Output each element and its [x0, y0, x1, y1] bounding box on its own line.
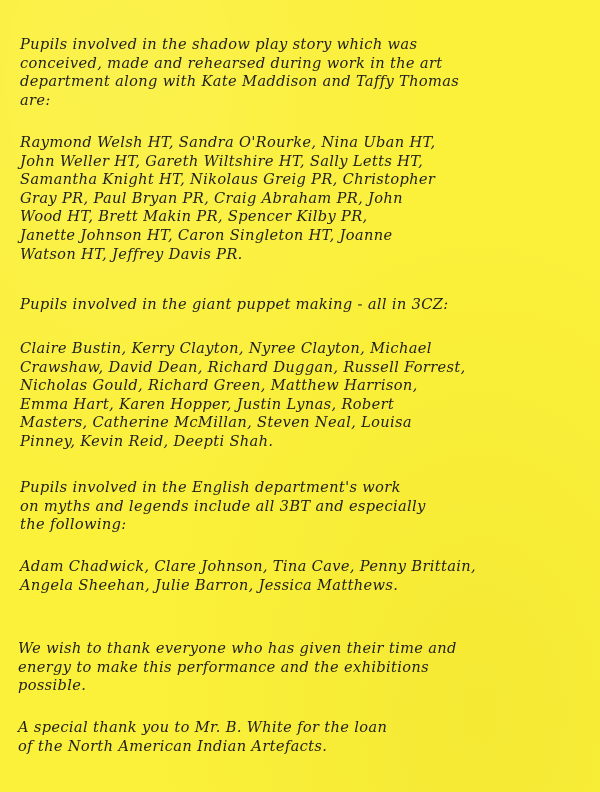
puppet-making-pupil-list: Claire Bustin, Kerry Clayton, Nyree Clayton, Michael Crawshaw, David Dean, Richard Duggan, Russell Forrest, Nicholas Gould, Richard Green, Matthew Harrison, Emma Hart, Karen Hopper, Justin Lynas, Robert Masters, Catherine McMillan, Steven Neal, Louisa Pinney, Kevin Reid, Deepti Shah. — [20, 340, 466, 450]
special-thanks-paragraph: A special thank you to Mr. B. White for the loan of the North American Indian Artefacts. — [18, 719, 388, 755]
english-department-intro: Pupils involved in the English department's work on myths and legends include all 3BT and especially the following: — [20, 479, 426, 534]
shadow-play-intro: Pupils involved in the shadow play story which was conceived, made and rehearsed during work in the art department along with Kate Maddison and Taffy Thomas are: — [20, 36, 460, 109]
shadow-play-pupil-list: Raymond Welsh HT, Sandra O'Rourke, Nina Uban HT, John Weller HT, Gareth Wiltshire HT, Sally Letts HT, Samantha Knight HT, Nikolaus Greig PR, Christopher Gray PR, Paul Bryan PR, Craig Abraham PR, John Wood HT, Brett Makin PR, Spencer Kilby PR, Janette Johnson HT, Caron Singleton HT, Joanne Watson HT, Jeffrey Davis PR. — [20, 134, 436, 263]
english-department-pupil-list: Adam Chadwick, Clare Johnson, Tina Cave, Penny Brittain, Angela Sheehan, Julie Barron, Jessica Matthews. — [20, 558, 477, 594]
thanks-paragraph: We wish to thank everyone who has given their time and energy to make this performance and the exhibitions possible. — [18, 640, 457, 695]
puppet-making-intro: Pupils involved in the giant puppet making - all in 3CZ: — [20, 296, 449, 313]
